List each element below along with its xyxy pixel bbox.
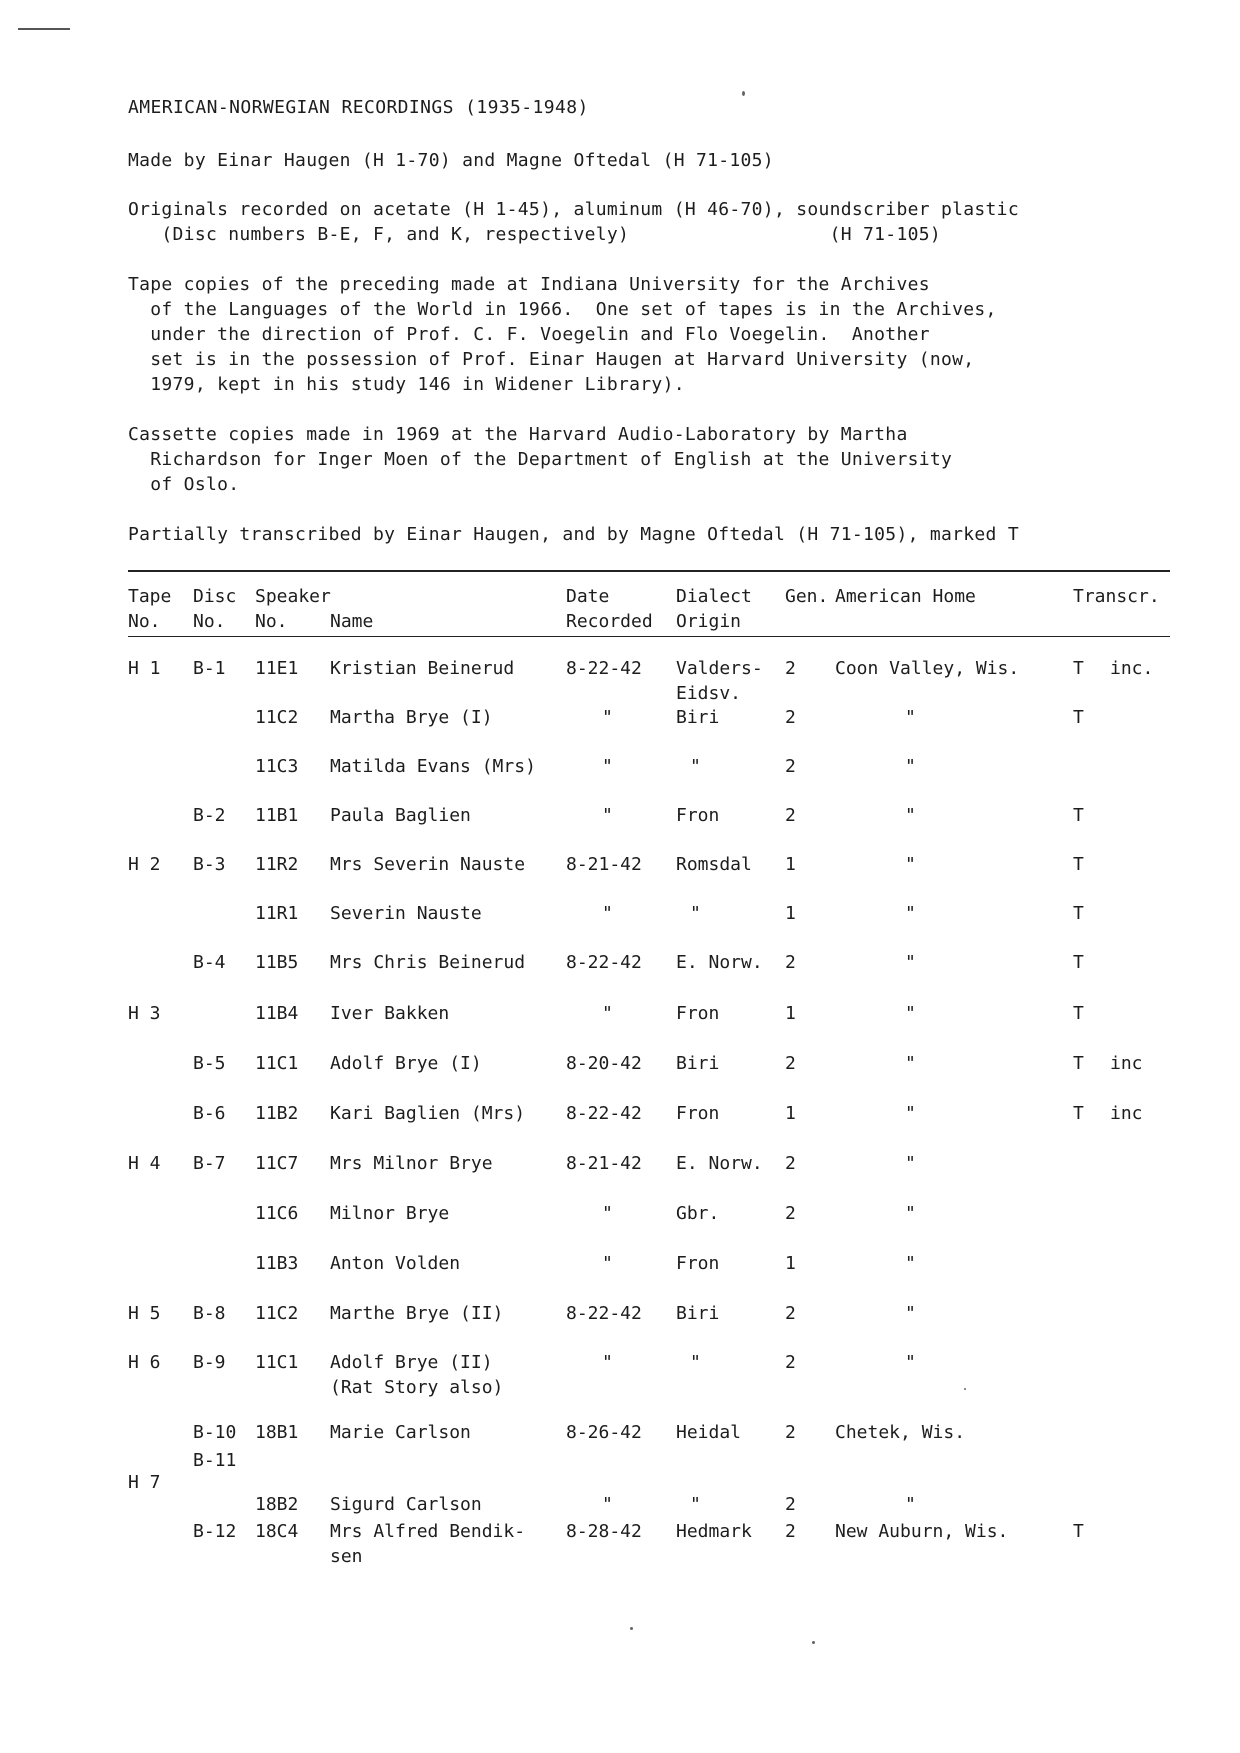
cell-gen: 2 [785, 1153, 796, 1174]
cell-transcr: T [1073, 1003, 1084, 1024]
tape-copies-line-5: 1979, kept in his study 146 in Widener Library). [128, 374, 685, 395]
cell-date: " [602, 903, 613, 924]
cell-speaker: 18B1 [255, 1422, 299, 1443]
cell-dialect: Biri [676, 1303, 720, 1324]
cell-gen: 2 [785, 658, 796, 679]
cell-home: " [905, 1153, 916, 1174]
header-transcr: Transcr. [1073, 586, 1160, 607]
cell-dialect: Romsdal [676, 854, 752, 875]
cell-disc: B-7 [193, 1153, 226, 1174]
header-name: Name [330, 611, 374, 632]
cell-dialect: " [690, 903, 701, 924]
cell-date: 8-22-42 [566, 952, 642, 973]
cell-gen: 2 [785, 1203, 796, 1224]
transcribed-line: Partially transcribed by Einar Haugen, and by Magne Oftedal (H 71-105), marked T [128, 524, 1019, 545]
cell-disc: B-11 [193, 1450, 237, 1471]
cell-disc: B-8 [193, 1303, 226, 1324]
cell-home: Chetek, Wis. [835, 1422, 966, 1443]
cell-transcr: T [1073, 1521, 1084, 1542]
tape-copies-line-3: under the direction of Prof. C. F. Voegelin and Flo Voegelin. Another [128, 324, 930, 345]
cell-speaker: 18C4 [255, 1521, 299, 1542]
cell-date: " [602, 1003, 613, 1024]
cell-home: " [905, 1003, 916, 1024]
cell-name: Milnor Brye [330, 1203, 450, 1224]
cell-home: " [905, 1303, 916, 1324]
cell-tape: H 3 [128, 1003, 161, 1024]
cell-gen: 2 [785, 1521, 796, 1542]
cell-gen: 2 [785, 1352, 796, 1373]
cell-name: Kari Baglien (Mrs) [330, 1103, 526, 1124]
cell-name: Paula Baglien [330, 805, 471, 826]
cell-home: New Auburn, Wis. [835, 1521, 1009, 1542]
cell-dialect: " [690, 1352, 701, 1373]
cell-transcr: T [1073, 903, 1084, 924]
cell-home: " [905, 1203, 916, 1224]
cell-date: " [602, 1352, 613, 1373]
cell-disc: B-9 [193, 1352, 226, 1373]
cell-gen: 2 [785, 1053, 796, 1074]
cell-disc: B-12 [193, 1521, 237, 1542]
cell-disc: B-3 [193, 854, 226, 875]
cell-speaker: 11C2 [255, 1303, 299, 1324]
cell-disc: B-2 [193, 805, 226, 826]
cell-gen: 2 [785, 952, 796, 973]
cell-speaker: 11B1 [255, 805, 299, 826]
cell-tape: H 4 [128, 1153, 161, 1174]
cell-date: 8-20-42 [566, 1053, 642, 1074]
scan-speck [742, 91, 745, 96]
cell-dialect: Fron [676, 1253, 720, 1274]
cell-transcr: T [1073, 854, 1084, 875]
originals-line-1: Originals recorded on acetate (H 1-45), aluminum (H 46-70), soundscriber plastic [128, 199, 1019, 220]
cell-home: " [905, 1103, 916, 1124]
tape-copies-line-1: Tape copies of the preceding made at Indiana University for the Archives [128, 274, 930, 295]
header-disc: Disc No. [193, 586, 237, 632]
scan-speck [812, 1641, 815, 1644]
cell-name: Marthe Brye (II) [330, 1303, 504, 1324]
header-dialect: Dialect Origin [676, 586, 752, 632]
cell-date: 8-21-42 [566, 854, 642, 875]
originals-line-2: (Disc numbers B-E, F, and K, respectively) (H 71-105) [128, 224, 941, 245]
cell-dialect: " [690, 756, 701, 777]
cell-gen: 2 [785, 1303, 796, 1324]
cell-home: " [905, 1494, 916, 1515]
header-home: American Home [835, 586, 976, 607]
cell-tape: H 6 [128, 1352, 161, 1373]
cell-name: Mrs Severin Nauste [330, 854, 526, 875]
scan-mark [18, 28, 70, 30]
cell-home: " [905, 756, 916, 777]
cell-name: Adolf Brye (I) [330, 1053, 482, 1074]
cell-date: " [602, 805, 613, 826]
cell-gen: 1 [785, 903, 796, 924]
cell-date: " [602, 1253, 613, 1274]
cell-gen: 1 [785, 854, 796, 875]
table-top-rule [128, 570, 1170, 572]
cell-dialect: Fron [676, 805, 720, 826]
cell-dialect: " [690, 1494, 701, 1515]
header-gen: Gen. [785, 586, 829, 607]
cell-date: " [602, 1494, 613, 1515]
cell-home: " [905, 952, 916, 973]
cell-dialect: Heidal [676, 1422, 742, 1443]
cell-gen: 2 [785, 805, 796, 826]
cell-home: " [905, 854, 916, 875]
cell-speaker: 11C3 [255, 756, 299, 777]
cell-name: Marie Carlson [330, 1422, 471, 1443]
cell-date: " [602, 1203, 613, 1224]
cell-transcr: T [1073, 805, 1084, 826]
cell-name: Mrs Chris Beinerud [330, 952, 526, 973]
cell-dialect: Fron [676, 1003, 720, 1024]
cell-name: Severin Nauste [330, 903, 482, 924]
document-title: AMERICAN-NORWEGIAN RECORDINGS (1935-1948) [128, 97, 589, 118]
header-tape: Tape No. [128, 586, 172, 632]
cell-name: Anton Volden [330, 1253, 461, 1274]
cell-home: " [905, 1253, 916, 1274]
cell-speaker: 11E1 [255, 658, 299, 679]
cell-speaker: 11R2 [255, 854, 299, 875]
cell-dialect: Valders- Eidsv. [676, 658, 763, 704]
cell-tape: H 5 [128, 1303, 161, 1324]
cassette-line-2: Richardson for Inger Moen of the Department of English at the University [128, 449, 953, 470]
cell-dialect: E. Norw. [676, 952, 763, 973]
cell-transcr: T [1073, 952, 1084, 973]
table-header-rule [128, 636, 1170, 637]
cell-disc: B-1 [193, 658, 226, 679]
cell-name: Adolf Brye (II) (Rat Story also) [330, 1352, 504, 1398]
cell-home: Coon Valley, Wis. [835, 658, 1020, 679]
cell-disc: B-5 [193, 1053, 226, 1074]
cell-home: " [905, 903, 916, 924]
cell-tape: H 2 [128, 854, 161, 875]
scan-speck [964, 1388, 966, 1390]
cell-transcr: T [1073, 707, 1084, 728]
tape-copies-line-4: set is in the possession of Prof. Einar Haugen at Harvard University (now, [128, 349, 975, 370]
cell-dialect: Hedmark [676, 1521, 752, 1542]
cell-gen: 2 [785, 1422, 796, 1443]
cell-disc: B-6 [193, 1103, 226, 1124]
cell-dialect: Fron [676, 1103, 720, 1124]
cell-date: 8-28-42 [566, 1521, 642, 1542]
cell-name: Kristian Beinerud [330, 658, 515, 679]
cell-name: Martha Brye (I) [330, 707, 493, 728]
scan-speck [630, 1627, 633, 1630]
cell-speaker: 11B2 [255, 1103, 299, 1124]
cell-transcr: T [1073, 1103, 1084, 1124]
cell-home: " [905, 1053, 916, 1074]
cell-speaker: 18B2 [255, 1494, 299, 1515]
cell-date: 8-26-42 [566, 1422, 642, 1443]
cell-speaker: 11C2 [255, 707, 299, 728]
made-by-line: Made by Einar Haugen (H 1-70) and Magne Oftedal (H 71-105) [128, 150, 774, 171]
cell-transcr: T [1073, 658, 1084, 679]
cell-disc: B-10 [193, 1422, 237, 1443]
cassette-line-3: of Oslo. [128, 474, 240, 495]
cell-note: inc. [1110, 658, 1154, 679]
cell-dialect: Gbr. [676, 1203, 720, 1224]
header-date: Date Recorded [566, 586, 653, 632]
cell-disc: B-4 [193, 952, 226, 973]
cell-date: " [602, 707, 613, 728]
cell-gen: 1 [785, 1253, 796, 1274]
cell-speaker: 11B5 [255, 952, 299, 973]
cell-transcr: T [1073, 1053, 1084, 1074]
cell-name: Mrs Alfred Bendik- sen [330, 1521, 526, 1567]
cell-speaker: 11C1 [255, 1053, 299, 1074]
cell-dialect: E. Norw. [676, 1153, 763, 1174]
cell-speaker: 11C1 [255, 1352, 299, 1373]
cell-gen: 2 [785, 707, 796, 728]
cell-date: " [602, 756, 613, 777]
cell-note: inc [1110, 1053, 1143, 1074]
cell-home: " [905, 1352, 916, 1373]
cell-date: 8-21-42 [566, 1153, 642, 1174]
cell-speaker: 11C6 [255, 1203, 299, 1224]
cell-dialect: Biri [676, 1053, 720, 1074]
cell-speaker: 11R1 [255, 903, 299, 924]
cell-date: 8-22-42 [566, 1303, 642, 1324]
cell-speaker: 11C7 [255, 1153, 299, 1174]
cell-speaker: 11B4 [255, 1003, 299, 1024]
cell-name: Matilda Evans (Mrs) [330, 756, 536, 777]
cell-speaker: 11B3 [255, 1253, 299, 1274]
cell-note: inc [1110, 1103, 1143, 1124]
cell-gen: 2 [785, 1494, 796, 1515]
cell-gen: 1 [785, 1103, 796, 1124]
cell-gen: 2 [785, 756, 796, 777]
header-speaker: Speaker No. [255, 586, 331, 632]
cassette-line-1: Cassette copies made in 1969 at the Harvard Audio-Laboratory by Martha [128, 424, 908, 445]
cell-home: " [905, 707, 916, 728]
tape-copies-line-2: of the Languages of the World in 1966. One set of tapes is in the Archives, [128, 299, 997, 320]
cell-gen: 1 [785, 1003, 796, 1024]
cell-date: 8-22-42 [566, 658, 642, 679]
cell-tape: H 7 [128, 1472, 161, 1493]
cell-name: Mrs Milnor Brye [330, 1153, 493, 1174]
cell-tape: H 1 [128, 658, 161, 679]
cell-date: 8-22-42 [566, 1103, 642, 1124]
cell-dialect: Biri [676, 707, 720, 728]
cell-name: Iver Bakken [330, 1003, 450, 1024]
cell-name: Sigurd Carlson [330, 1494, 482, 1515]
cell-home: " [905, 805, 916, 826]
